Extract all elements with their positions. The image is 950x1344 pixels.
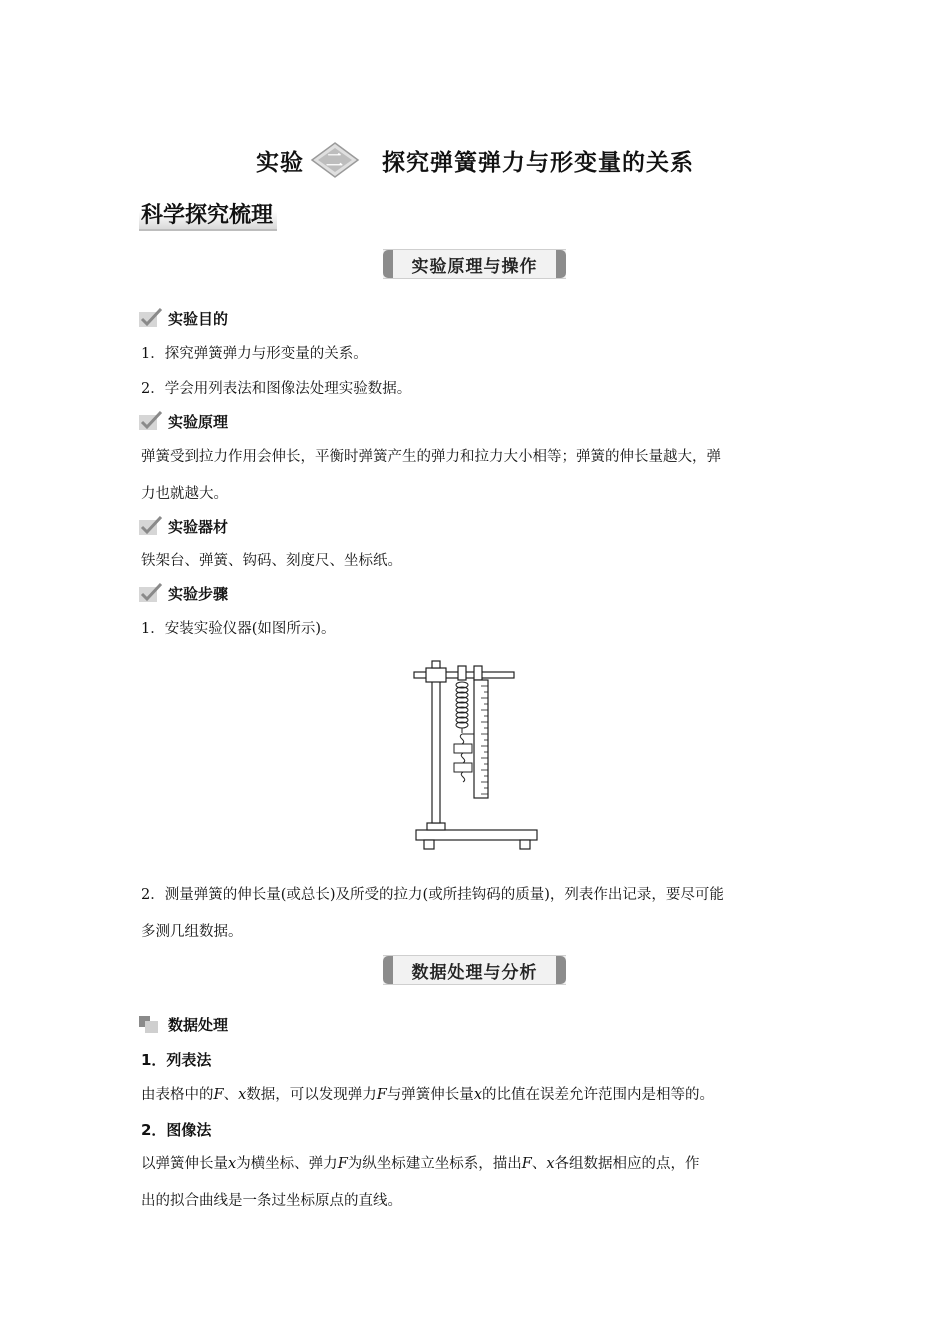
purpose-item-2: 2．学会用列表法和图像法处理实验数据。	[141, 381, 412, 397]
spring-holder	[458, 666, 466, 680]
tab-data-analysis: 数据处理与分析	[383, 955, 566, 985]
principle-line-2: 力也就越大。	[141, 486, 228, 502]
base-clamp	[427, 823, 445, 830]
stand-rod	[432, 674, 440, 823]
stacked-squares-icon	[139, 1014, 163, 1034]
method-1-text: 由表格中的F、x数据，可以发现弹力F与弹簧伸长量x的比值在误差允许范围内是相等的。	[141, 1087, 714, 1103]
checkmark-icon	[139, 583, 163, 603]
subheading-label: 实验步骤	[168, 584, 229, 603]
subheading-label: 实验目的	[168, 309, 229, 328]
step-2-line-1: 2．测量弹簧的伸长量(或总长)及所受的拉力(或所挂钩码的质量)，列表作出记录，要尽可能	[141, 887, 724, 903]
equipment-text: 铁架台、弹簧、钩码、刻度尺、坐标纸。	[141, 553, 402, 569]
section-heading: 科学探究梳理	[139, 197, 277, 231]
step-1: 1．安装实验仪器(如图所示)。	[141, 621, 336, 637]
stand-base	[416, 830, 537, 840]
experiment-number-badge	[310, 141, 360, 179]
rod-clamp-screw	[432, 661, 440, 668]
svg-text:二: 二	[326, 151, 344, 171]
hook-1	[460, 734, 463, 744]
base-foot-right	[520, 840, 530, 849]
checkmark-icon	[139, 411, 163, 431]
title-prefix: 实验	[256, 149, 304, 176]
subheading-steps	[139, 582, 228, 604]
hook-3	[461, 772, 464, 782]
weight-2	[454, 763, 472, 772]
purpose-item-1: 1．探究弹簧弹力与形变量的关系。	[141, 346, 368, 362]
page-title	[0, 140, 950, 180]
method-2-text-line-2: 出的拟合曲线是一条过坐标原点的直线。	[141, 1193, 402, 1209]
apparatus-diagram	[410, 660, 545, 855]
ruler-holder	[474, 666, 482, 680]
hook-2	[461, 753, 464, 763]
checkmark-icon	[139, 308, 163, 328]
subheading-equipment	[139, 515, 228, 537]
method-2-text-line-1: 以弹簧伸长量x为横坐标、弹力F为纵坐标建立坐标系，描出F、x各组数据相应的点，作	[141, 1156, 700, 1172]
subheading-data-processing	[139, 1013, 228, 1035]
spring	[456, 682, 468, 733]
rod-clamp	[426, 668, 446, 682]
method-1-title: 1．列表法	[141, 1051, 212, 1069]
subheading-label: 实验原理	[168, 412, 229, 431]
subheading-purpose	[139, 307, 228, 329]
principle-line-1: 弹簧受到拉力作用会伸长，平衡时弹簧产生的弹力和拉力大小相等；弹簧的伸长量越大，弹	[141, 449, 721, 465]
tab-principle-operation: 实验原理与操作	[383, 249, 566, 279]
subheading-principle	[139, 410, 228, 432]
weight-1	[454, 744, 472, 753]
step-2-line-2: 多测几组数据。	[141, 924, 243, 940]
subheading-label: 实验器材	[168, 517, 229, 536]
subheading-label: 数据处理	[168, 1015, 229, 1034]
base-foot-left	[424, 840, 434, 849]
method-2-title: 2．图像法	[141, 1121, 212, 1139]
title-main: 探究弹簧弹力与形变量的关系	[382, 149, 694, 176]
checkmark-icon	[139, 516, 163, 536]
